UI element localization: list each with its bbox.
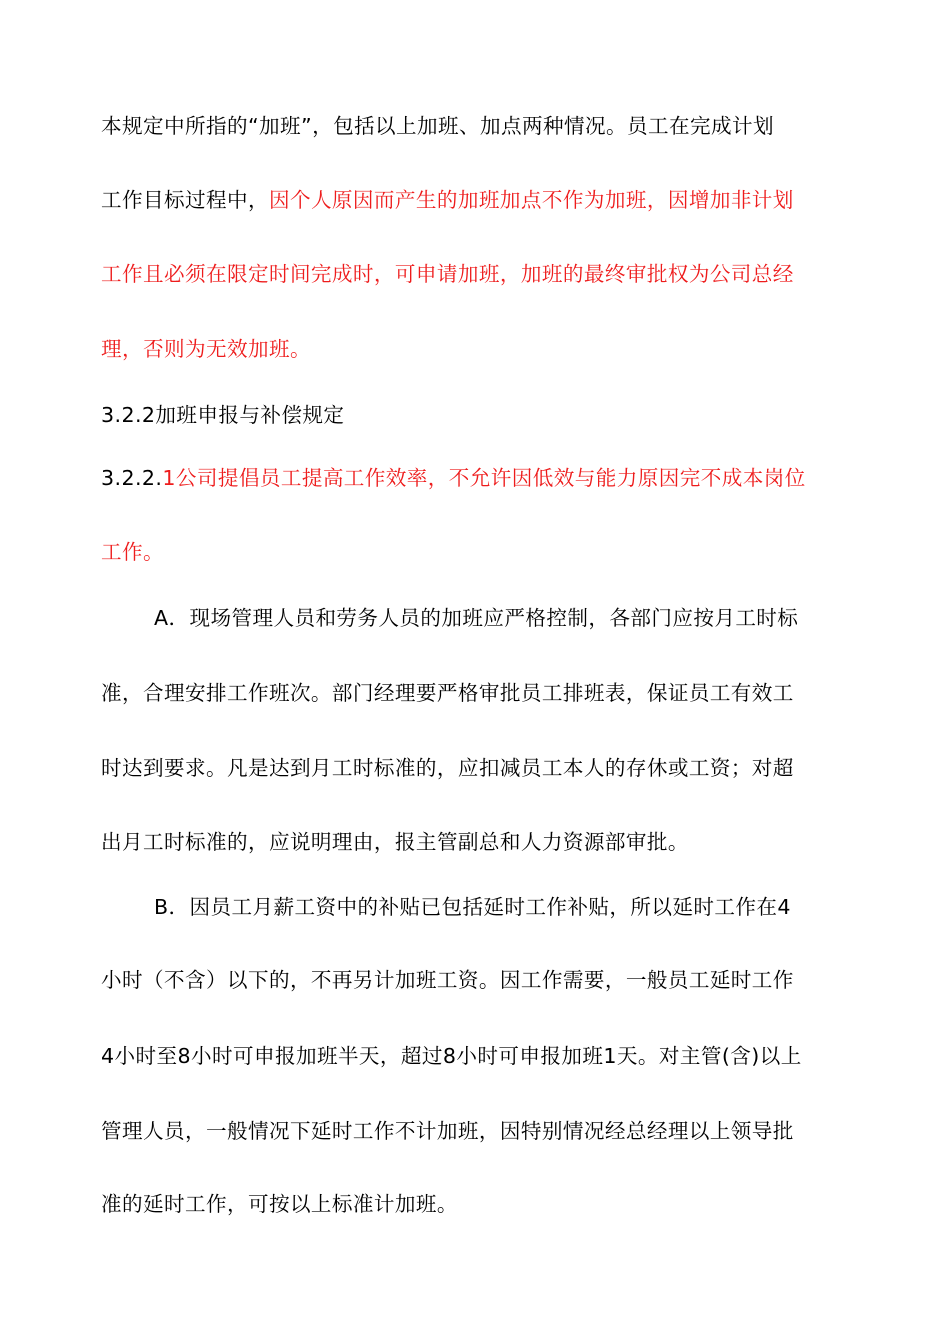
clause-1-number: 3.2.2. <box>101 466 163 490</box>
intro-line-2 <box>101 186 794 214</box>
clause-1-line-2: 工作。 <box>101 540 164 564</box>
item-a-line-3: 时达到要求。凡是达到月工时标准的，应扣减员工本人的存休或工资；对超 <box>101 756 794 780</box>
intro-line-3: 工作且必须在限定时间完成时，可申请加班，加班的最终审批权为公司总经 <box>101 262 794 286</box>
intro-line-4: 理，否则为无效加班。 <box>101 337 311 361</box>
item-a-line-4: 出月工时标准的，应说明理由，报主管副总和人力资源部审批。 <box>101 830 689 854</box>
section-heading: 3.2.2加班申报与补偿规定 <box>101 403 345 427</box>
item-b-line-1: B．因员工月薪工资中的补贴已包括延时工作补贴，所以延时工作在4 <box>154 895 791 919</box>
item-a-line-2: 准，合理安排工作班次。部门经理要严格审批员工排班表，保证员工有效工 <box>101 681 794 705</box>
item-b-line-5: 准的延时工作，可按以上标准计加班。 <box>101 1192 458 1216</box>
intro-line-2-red: 因个人原因而产生的加班加点不作为加班，因增加非计划 <box>268 188 794 212</box>
item-b-line-4: 管理人员，一般情况下延时工作不计加班，因特别情况经总经理以上领导批 <box>101 1119 794 1143</box>
clause-1-line-1 <box>101 464 806 492</box>
clause-1-text: 1公司提倡员工提高工作效率，不允许因低效与能力原因完不成本岗位 <box>162 466 806 490</box>
item-b-line-3: 4小时至8小时可申报加班半天，超过8小时可申报加班1天。对主管(含)以上 <box>101 1044 802 1068</box>
intro-line-1: 本规定中所指的“加班”，包括以上加班、加点两种情况。员工在完成计划 <box>101 114 774 138</box>
item-a-line-1: A．现场管理人员和劳务人员的加班应严格控制，各部门应按月工时标 <box>154 606 799 630</box>
intro-line-2-black: 工作目标过程中， <box>101 188 269 212</box>
item-b-line-2: 小时（不含）以下的，不再另计加班工资。因工作需要，一般员工延时工作 <box>101 968 794 992</box>
